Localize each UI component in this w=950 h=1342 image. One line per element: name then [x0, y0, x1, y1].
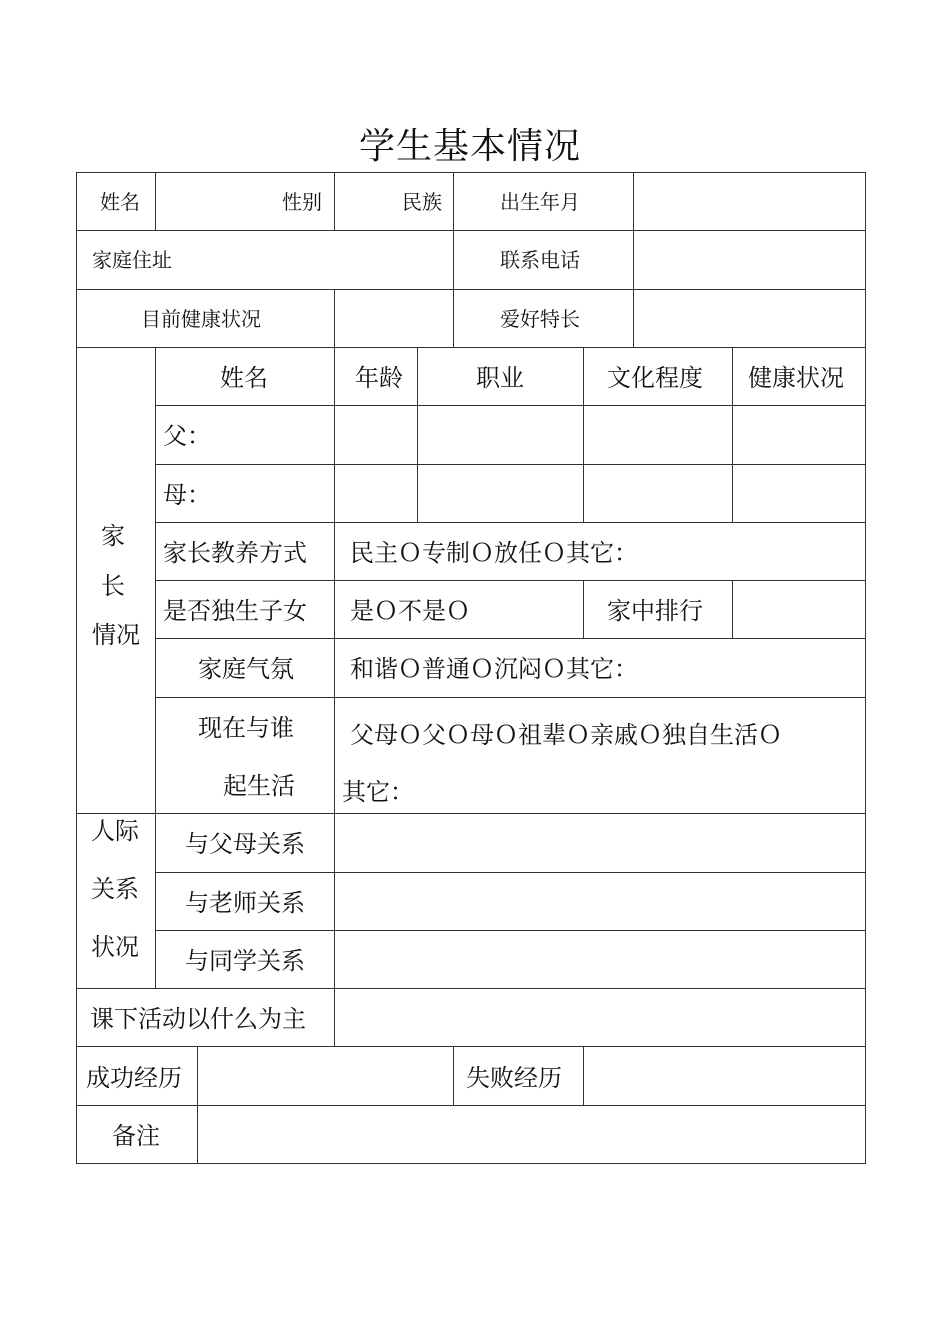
- table-line: [76, 289, 866, 290]
- failure-label: 失败经历: [466, 1064, 562, 1092]
- parenting-style-options: 民主Ｏ专制Ｏ放任Ｏ其它：: [350, 539, 638, 567]
- table-line: [155, 580, 866, 581]
- table-line: [76, 172, 866, 173]
- table-line: [76, 1163, 866, 1164]
- table-line: [583, 347, 584, 522]
- success-label: 成功经历: [86, 1064, 182, 1092]
- living-with-options: 其它：: [342, 778, 414, 806]
- phone-label: 联系电话: [500, 248, 580, 272]
- living-with-label: 起生活: [223, 772, 295, 800]
- parent-name-header: 姓名: [220, 364, 268, 392]
- parenting-style-label: 家长教养方式: [163, 539, 307, 567]
- table-line: [155, 405, 866, 406]
- parent-section-label: 情况: [92, 621, 140, 649]
- table-line: [453, 172, 454, 347]
- teacher-relation-label: 与老师关系: [185, 889, 305, 917]
- table-line: [732, 347, 733, 522]
- parent-education-header: 文化程度: [607, 364, 703, 392]
- parent-age-header: 年龄: [355, 364, 403, 392]
- table-line: [334, 172, 335, 230]
- ethnicity-label: 民族: [402, 190, 442, 214]
- table-line: [334, 289, 335, 347]
- only-child-options: 是Ｏ不是Ｏ: [350, 597, 470, 625]
- activities-label: 课下活动以什么为主: [90, 1005, 306, 1033]
- classmate-relation-label: 与同学关系: [185, 947, 305, 975]
- parent-section-label: 家: [101, 522, 125, 550]
- table-line: [197, 1046, 198, 1164]
- table-line: [155, 930, 866, 931]
- remarks-label: 备注: [112, 1122, 160, 1150]
- living-with-label: 现在与谁: [198, 714, 294, 742]
- table-line: [76, 988, 866, 989]
- hobby-label: 爱好特长: [500, 307, 580, 331]
- table-line: [155, 172, 156, 230]
- table-line: [155, 872, 866, 873]
- birth-order-label: 家中排行: [607, 597, 703, 625]
- family-atmosphere-options: 和谐Ｏ普通Ｏ沉闷Ｏ其它：: [350, 655, 638, 683]
- table-line: [583, 580, 584, 638]
- mother-label: 母：: [163, 481, 211, 509]
- parent-relation-label: 与父母关系: [185, 830, 305, 858]
- table-line: [155, 638, 866, 639]
- gender-label: 性别: [282, 190, 322, 214]
- table-line: [76, 813, 866, 814]
- health-status-label: 目前健康状况: [141, 307, 261, 331]
- table-line: [417, 347, 418, 522]
- parent-health-header: 健康状况: [748, 364, 844, 392]
- table-line: [334, 347, 335, 1046]
- parent-job-header: 职业: [476, 364, 524, 392]
- table-line: [633, 172, 634, 347]
- father-label: 父：: [163, 422, 211, 450]
- living-with-options: 父母Ｏ父Ｏ母Ｏ祖辈Ｏ亲戚Ｏ独自生活Ｏ: [350, 721, 782, 749]
- address-label: 家庭住址: [92, 248, 172, 272]
- table-line: [76, 1105, 866, 1106]
- relations-section-label: 人际: [91, 817, 139, 845]
- birth-date-label: 出生年月: [500, 190, 580, 214]
- table-line: [76, 172, 77, 1164]
- relations-section-label: 关系: [91, 875, 139, 903]
- relations-section-label: 状况: [91, 933, 139, 961]
- table-line: [76, 347, 866, 348]
- table-line: [76, 1046, 866, 1047]
- name-label: 姓名: [100, 190, 140, 214]
- parent-section-label: 长: [101, 572, 125, 600]
- table-line: [155, 522, 866, 523]
- table-line: [732, 580, 733, 638]
- table-line: [453, 1046, 454, 1105]
- table-line: [865, 172, 866, 1164]
- table-line: [155, 697, 866, 698]
- page-title: 学生基本情况: [358, 126, 581, 167]
- table-line: [155, 464, 866, 465]
- table-line: [76, 230, 866, 231]
- only-child-label: 是否独生子女: [163, 597, 307, 625]
- family-atmosphere-label: 家庭气氛: [198, 655, 294, 683]
- table-line: [155, 347, 156, 988]
- table-line: [583, 1046, 584, 1105]
